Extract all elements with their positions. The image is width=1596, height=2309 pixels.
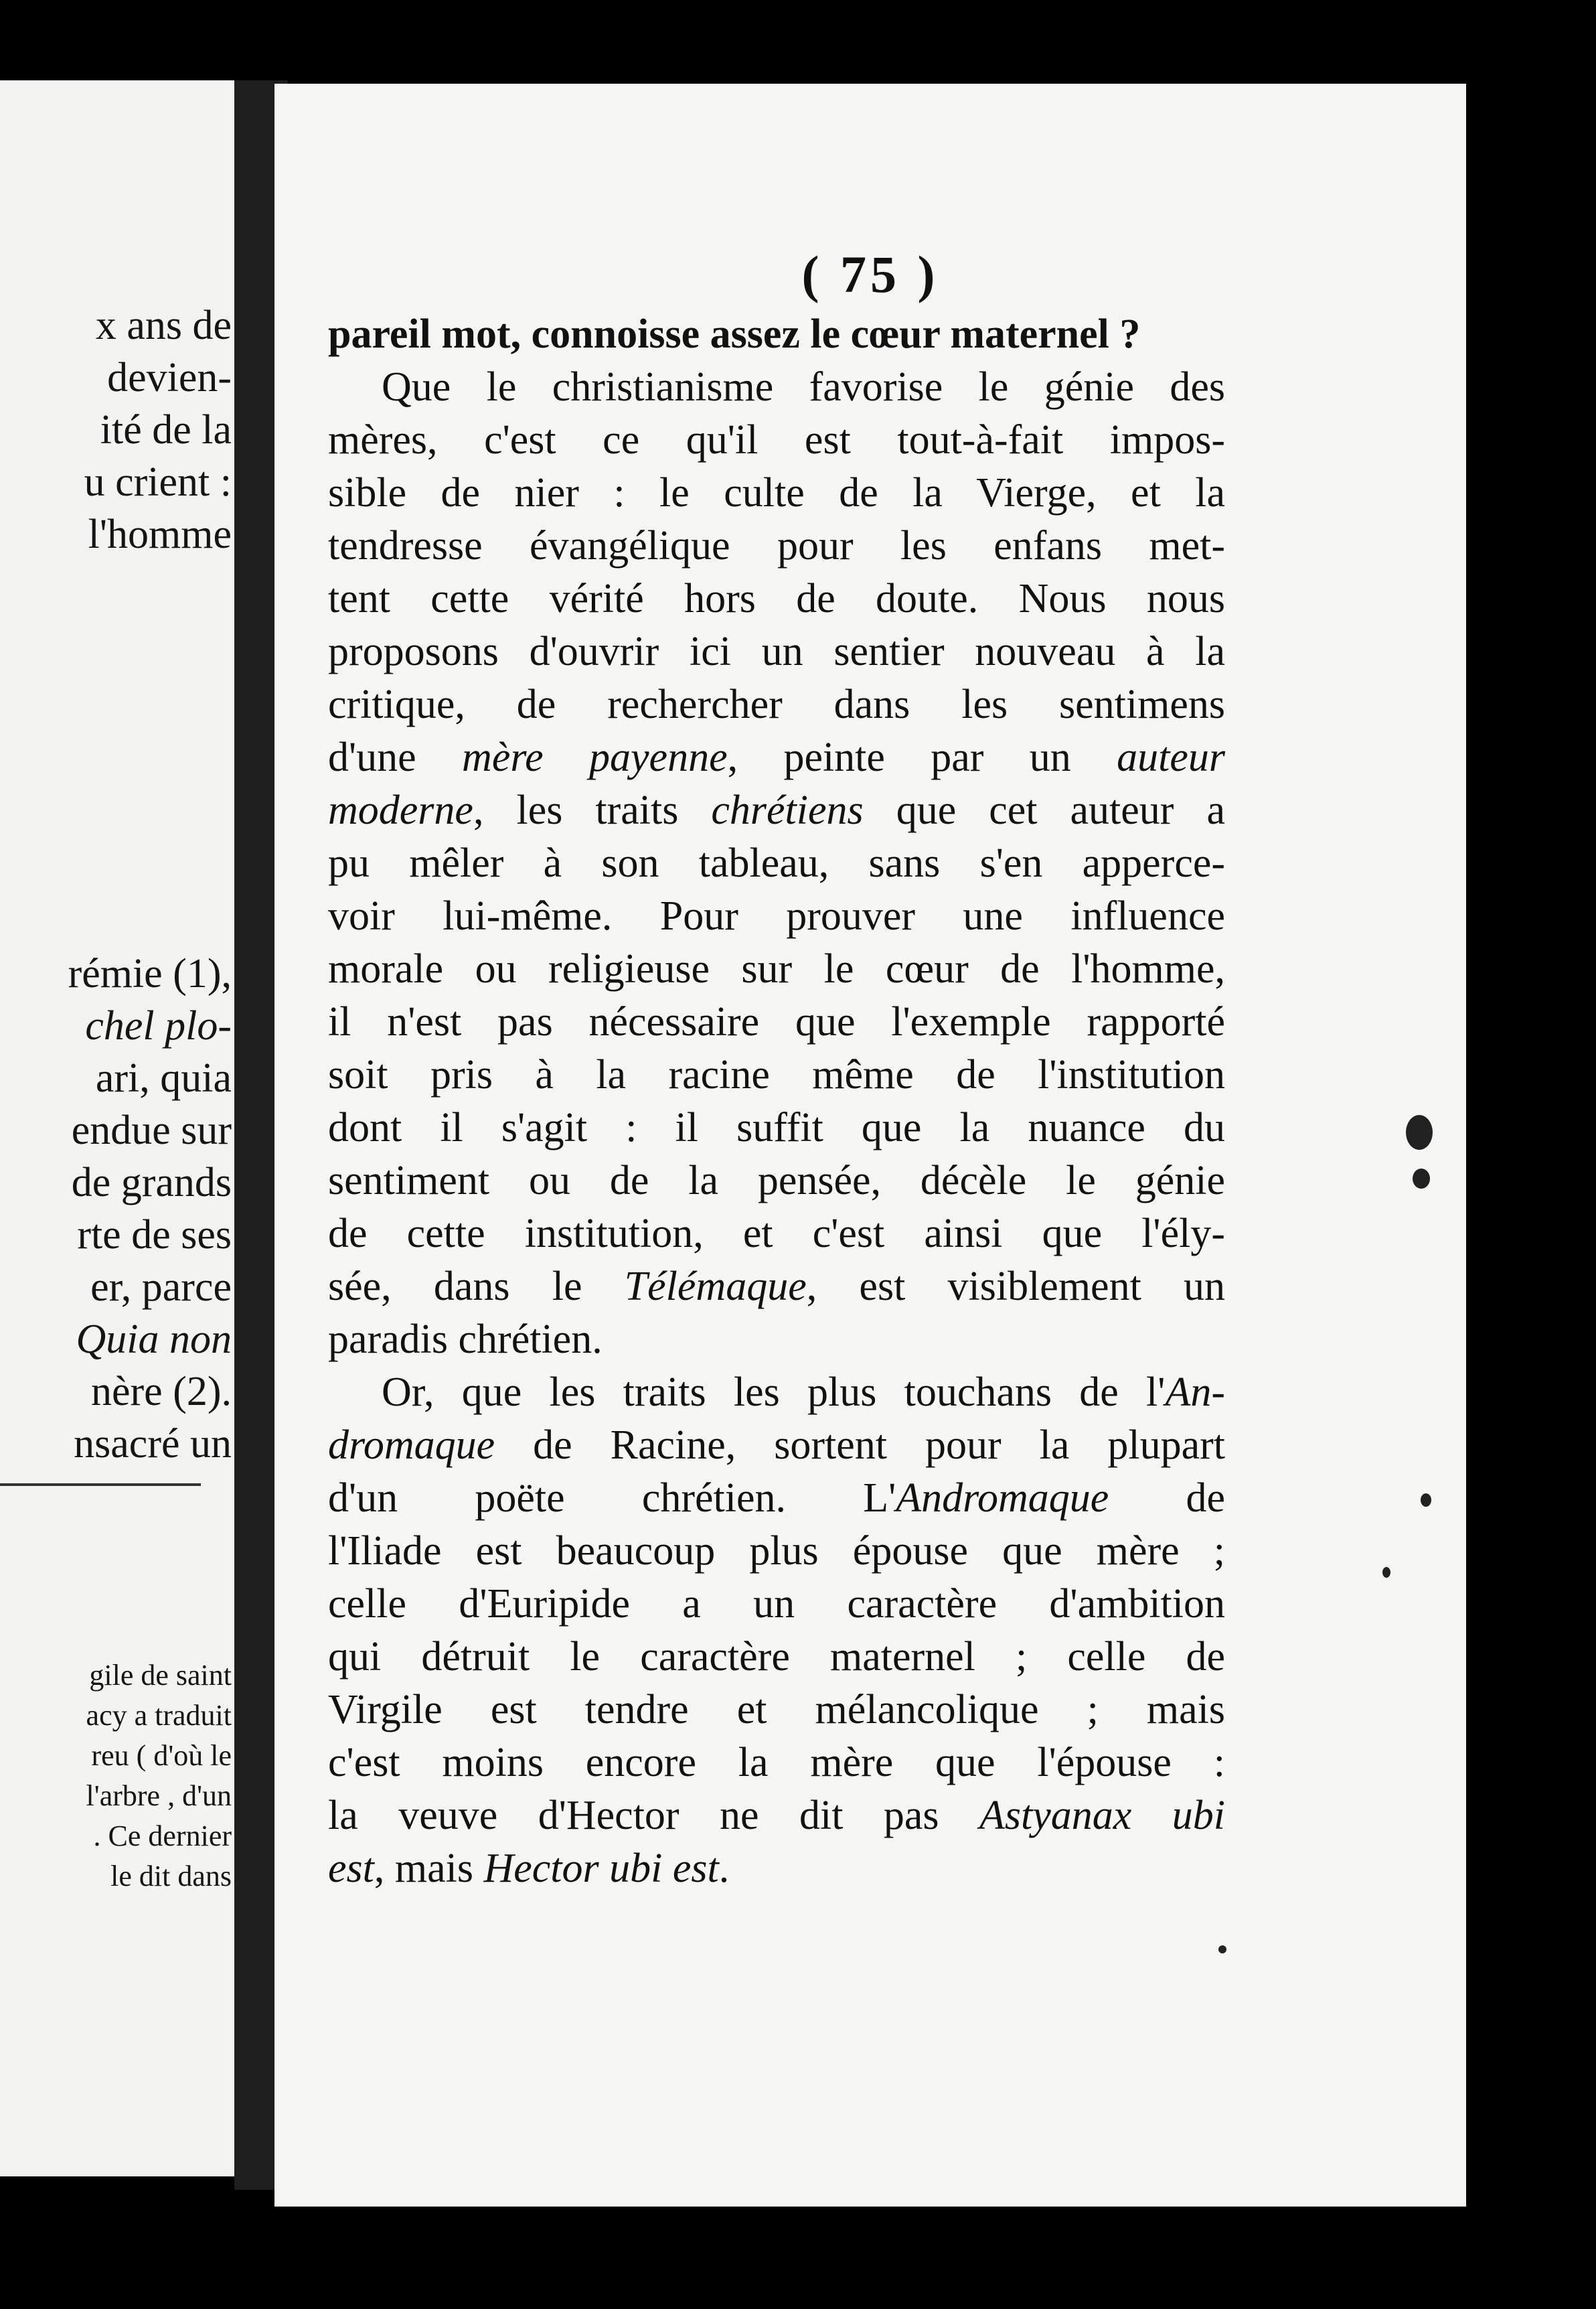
text-line <box>328 1789 1225 1842</box>
text-line <box>328 308 1225 360</box>
text-segment: , peinte par un <box>727 735 1117 780</box>
ink-smudge <box>1218 1945 1226 1953</box>
text-segment: pareil mot, connoisse assez le cœur maternel ? <box>328 311 1141 357</box>
text-line <box>328 1154 1225 1207</box>
text-line <box>328 625 1225 678</box>
text-line <box>328 1260 1225 1313</box>
text-line <box>328 784 1225 836</box>
text-line <box>328 996 1225 1048</box>
text-line <box>328 1736 1225 1789</box>
text-segment: Hector ubi est <box>483 1846 719 1891</box>
left-line: endue sur <box>71 1108 232 1153</box>
text-line <box>328 1049 1225 1101</box>
text-segment: l'Iliade est beaucoup plus épouse que mère ; <box>328 1528 1225 1574</box>
text-segment: pu mêler à son tableau, sans s'en apperce- <box>328 840 1225 886</box>
text-line <box>328 731 1225 784</box>
text-line <box>328 837 1225 889</box>
text-segment: Que le christianisme favorise le génie des <box>382 364 1225 410</box>
text-line <box>328 467 1225 519</box>
text-line <box>328 1472 1225 1524</box>
left-footnote-line: acy a traduit <box>86 1699 232 1732</box>
text-line <box>328 573 1225 625</box>
text-line <box>328 943 1225 995</box>
text-line <box>328 1842 1225 1894</box>
right-page <box>274 84 1466 2207</box>
text-segment: chrétiens <box>711 788 864 833</box>
text-segment: Andromaque <box>896 1475 1109 1521</box>
text-segment: sible de nier : le culte de la Vierge, et la <box>328 470 1225 516</box>
text-segment: . <box>718 1846 730 1891</box>
text-line <box>328 678 1225 731</box>
footnote-rule <box>0 1483 201 1486</box>
text-segment: Virgile est tendre et mélancolique ; mais <box>328 1687 1225 1732</box>
text-line <box>328 1684 1225 1736</box>
text-segment: , est visiblement un <box>806 1264 1225 1309</box>
left-footnote-line: . Ce dernier <box>93 1819 232 1852</box>
text-segment: sée, dans le <box>328 1264 625 1309</box>
ink-smudge <box>1413 1169 1430 1189</box>
text-segment: mère payenne <box>462 735 728 780</box>
left-footnote-line: le dit dans <box>110 1860 232 1892</box>
text-segment: morale ou religieuse sur le cœur de l'homme, <box>328 946 1225 992</box>
text-segment: soit pris à la racine même de l'institution <box>328 1052 1225 1098</box>
text-segment: de cette institution, et c'est ainsi que l'ély- <box>328 1211 1225 1256</box>
left-footnote-line: reu ( d'où le <box>91 1739 232 1772</box>
text-segment: Astyanax ubi <box>979 1793 1225 1838</box>
ink-smudge <box>1406 1115 1433 1150</box>
text-segment: An- <box>1165 1369 1225 1415</box>
text-segment: celle d'Euripide a un caractère d'ambition <box>328 1581 1225 1627</box>
left-page-fragment <box>0 80 244 2176</box>
text-line <box>328 1525 1225 1577</box>
text-segment: voir lui-même. Pour prouver une influence <box>328 893 1225 939</box>
text-segment: Or, que les traits les plus touchans de l' <box>382 1369 1166 1415</box>
left-footnote-line: l'arbre , d'un <box>86 1779 232 1812</box>
left-line: chel plo- <box>85 1003 232 1049</box>
text-segment: tent cette vérité hors de doute. Nous nous <box>328 576 1225 621</box>
text-segment: critique, de rechercher dans les sentimens <box>328 682 1225 727</box>
left-line: x ans de <box>95 303 232 348</box>
text-line <box>328 890 1225 942</box>
text-segment: c'est moins encore la mère que l'épouse : <box>328 1740 1225 1785</box>
text-segment: de Racine, sortent pour la plupart <box>495 1422 1225 1468</box>
text-segment: dromaque <box>328 1422 495 1468</box>
text-segment: moderne <box>328 788 473 833</box>
text-segment: la veuve d'Hector ne dit pas <box>328 1793 980 1838</box>
left-line: l'homme <box>88 512 232 557</box>
text-segment: dont il s'agit : il suffit que la nuance du <box>328 1105 1225 1150</box>
text-line <box>328 1207 1225 1260</box>
text-line <box>328 1102 1225 1154</box>
text-segment: , mais <box>374 1846 484 1891</box>
text-segment: il n'est pas nécessaire que l'exemple rapporté <box>328 999 1225 1045</box>
text-line <box>328 1631 1225 1683</box>
left-line: nsacré un <box>74 1421 232 1467</box>
text-line <box>328 361 1225 413</box>
text-segment: d'une <box>328 735 463 780</box>
text-segment: proposons d'ouvrir ici un sentier nouveau à la <box>328 629 1225 674</box>
text-segment: sentiment ou de la pensée, décèle le génie <box>328 1158 1225 1203</box>
page-number: ( 75 ) <box>801 245 939 303</box>
text-segment: tendresse évangélique pour les enfans met- <box>328 523 1225 569</box>
text-segment: Télémaque <box>624 1264 807 1309</box>
text-segment: que cet auteur a <box>863 788 1225 833</box>
text-line <box>328 1578 1225 1630</box>
text-line <box>328 414 1225 466</box>
left-line: er, parce <box>90 1264 232 1310</box>
left-line: devien- <box>107 355 232 400</box>
text-segment: est <box>328 1846 374 1891</box>
text-segment: auteur <box>1117 735 1225 780</box>
text-line <box>328 1419 1225 1471</box>
ink-smudge <box>1382 1567 1390 1578</box>
left-line: rémie (1), <box>68 951 232 996</box>
text-segment: , les traits <box>473 788 712 833</box>
left-line: Quia non <box>76 1317 232 1362</box>
text-segment: qui détruit le caractère maternel ; celle de <box>328 1634 1225 1680</box>
ink-smudge <box>1421 1493 1431 1507</box>
left-line: ité de la <box>100 407 232 453</box>
left-line: de grands <box>71 1160 232 1205</box>
left-line: rte de ses <box>77 1212 232 1258</box>
left-line: nère (2). <box>91 1369 232 1414</box>
text-line <box>328 1313 1225 1365</box>
left-footnote-line: gile de saint <box>89 1659 232 1692</box>
text-segment: d'un poëte chrétien. L' <box>328 1475 896 1521</box>
text-line <box>328 520 1225 572</box>
text-segment: de <box>1109 1475 1225 1521</box>
text-segment: mères, c'est ce qu'il est tout-à-fait impos- <box>328 417 1225 463</box>
text-segment: paradis chrétien. <box>328 1317 603 1362</box>
left-line: ari, quia <box>95 1055 232 1101</box>
text-line <box>328 1366 1225 1418</box>
left-line: u crient : <box>84 459 232 505</box>
